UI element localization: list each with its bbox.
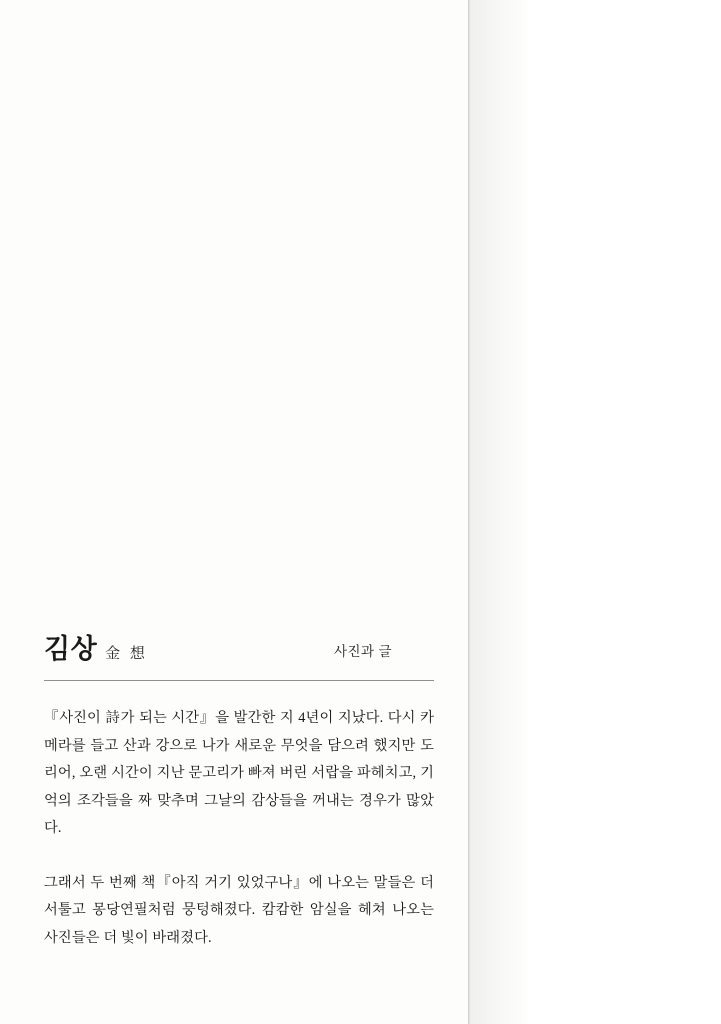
body-text [44, 705, 434, 952]
paragraph: 그래서 두 번째 책『아직 거기 있었구나』에 나오는 말들은 더 서툴고 몽당연필처럼 뭉텅해졌다. 캄캄한 암실을 헤쳐 나오는 사진들은 더 빛이 바래졌다. [44, 874, 434, 946]
author-name-hanja: 金 想 [105, 646, 148, 662]
page-content [44, 636, 434, 952]
paragraph: 『사진이 詩가 되는 시간』을 발간한 지 4년이 지났다. 다시 카메라를 들고 산과 강으로 나가 새로운 무엇을 담으려 했지만 도리어, 오랜 시간이 지난 문고리가 빠져 버린 서랍을 파헤치고, 기억의 조각들을 짜 맞추며 그날의 감상들을 꺼내는 경우가 많았다. [44, 710, 434, 836]
byline-label: 사진과 글 [333, 644, 392, 659]
horizontal-divider [44, 680, 434, 681]
author-name-hangul: 김상 [44, 634, 98, 664]
author-name-group [44, 636, 148, 663]
page-edge-shadow [471, 0, 531, 1024]
author-header [44, 636, 434, 663]
